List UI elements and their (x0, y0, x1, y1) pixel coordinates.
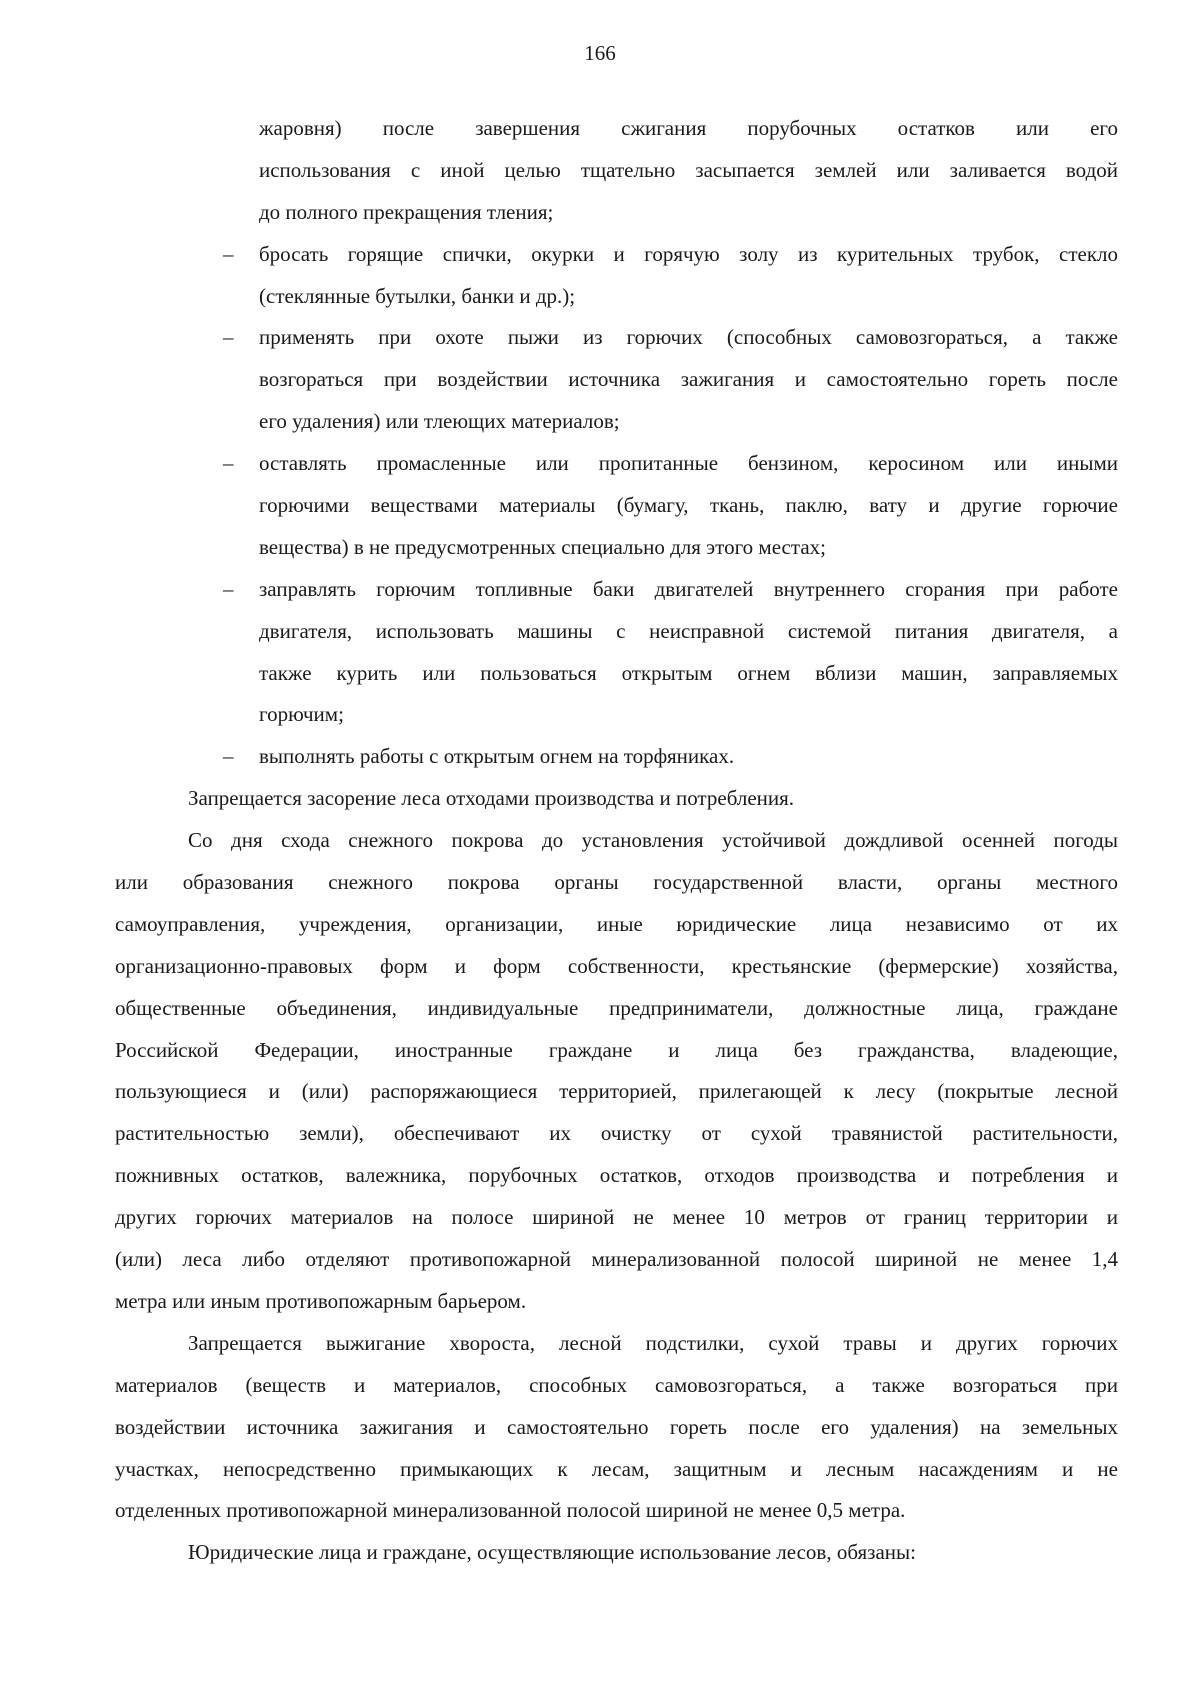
text-line: Российской Федерации, иностранные граждане и лица без гражданства, владеющие, (115, 1037, 1118, 1062)
list-item (115, 569, 1118, 737)
list-item-continuation (115, 108, 1118, 234)
text-line: жаровня) после завершения сжигания порубочных остатков или его (259, 116, 1118, 140)
text-line: вещества) в не предусмотренных специально для этого местах; (259, 534, 826, 559)
text-line: (стеклянные бутылки, банки и др.); (259, 283, 576, 308)
text-line: оставлять промасленные или пропитанные бензином, керосином или иными (259, 451, 1118, 476)
paragraph (115, 820, 1118, 1323)
text-line: заправлять горючим топливные баки двигателей внутреннего сгорания при работе (259, 576, 1118, 601)
text-line: воздействии источника зажигания и самостоятельно гореть после его удаления) на земельных (115, 1414, 1118, 1439)
text-line: метра или иным противопожарным барьером. (115, 1288, 527, 1313)
text-line: (или) леса либо отделяют противопожарной минерализованной полосой шириной не менее 1,4 (115, 1247, 1118, 1272)
text-line: применять при охоте пыжи из горючих (способных самовозгораться, а также (259, 325, 1118, 350)
text-line: возгораться при воздействии источника зажигания и самостоятельно гореть после (259, 367, 1118, 392)
text-line: других горючих материалов на полосе шириной не менее 10 метров от границ территории и (115, 1205, 1118, 1230)
text-line: его удаления) или тлеющих материалов; (259, 409, 620, 434)
text-line: использования с иной целью тщательно засыпается землей или заливается водой (259, 157, 1118, 182)
paragraph (115, 1323, 1118, 1532)
list-dash: – (223, 576, 234, 601)
text-line: Запрещается засорение леса отходами производства и потребления. (188, 786, 795, 811)
text-line: выполнять работы с открытым огнем на торфяниках. (259, 744, 735, 769)
text-line: или образования снежного покрова органы государственной власти, органы местного (115, 870, 1118, 895)
text-line: пожнивных остатков, валежника, порубочных остатков, отходов производства и потребления и (115, 1163, 1118, 1188)
list-dash: – (223, 744, 234, 769)
list-dash: – (223, 325, 234, 350)
text-line: Со дня схода снежного покрова до установления устойчивой дождливой осенней погоды (188, 828, 1118, 853)
text-line: материалов (веществ и материалов, способных самовозгораться, а также возгораться при (115, 1372, 1118, 1397)
text-line: Юридические лица и граждане, осуществляющие использование лесов, обязаны: (188, 1540, 916, 1565)
text-line: Запрещается выжигание хвороста, лесной подстилки, сухой травы и других горючих (188, 1330, 1118, 1355)
text-line: отделенных противопожарной минерализованной полосой шириной не менее 0,5 метра. (115, 1498, 906, 1523)
text-line: до полного прекращения тления; (259, 199, 554, 224)
text-line: растительностью земли), обеспечивают их очистку от сухой травянистой растительности, (115, 1121, 1118, 1146)
list-item (115, 736, 1118, 778)
list-dash: – (223, 451, 234, 476)
text-line: общественные объединения, индивидуальные предприниматели, должностные лица, граждане (115, 995, 1118, 1020)
list-item (115, 234, 1118, 318)
list-item (115, 317, 1118, 443)
text-line: двигателя, использовать машины с неисправной системой питания двигателя, а (259, 618, 1118, 643)
text-line: самоуправления, учреждения, организации, иные юридические лица независимо от их (115, 911, 1118, 936)
text-line: бросать горящие спички, окурки и горячую золу из курительных трубок, стекло (259, 241, 1118, 266)
paragraph (115, 1532, 1118, 1574)
text-line: также курить или пользоваться открытым огнем вблизи машин, заправляемых (259, 660, 1118, 685)
document-body (115, 108, 1118, 1574)
text-line: горючим; (259, 702, 344, 727)
text-line: пользующиеся и (или) распоряжающиеся территорией, прилегающей к лесу (покрытые лесной (115, 1079, 1118, 1104)
text-line: организационно-правовых форм и форм собственности, крестьянские (фермерские) хозяйства, (115, 953, 1118, 978)
list-item (115, 443, 1118, 569)
paragraph (115, 778, 1118, 820)
list-dash: – (223, 241, 234, 266)
text-line: горючими веществами материалы (бумагу, ткань, паклю, вату и другие горючие (259, 493, 1118, 518)
page-number: 166 (584, 41, 616, 65)
text-line: участках, непосредственно примыкающих к лесам, защитным и лесным насаждениям и не (115, 1456, 1118, 1481)
